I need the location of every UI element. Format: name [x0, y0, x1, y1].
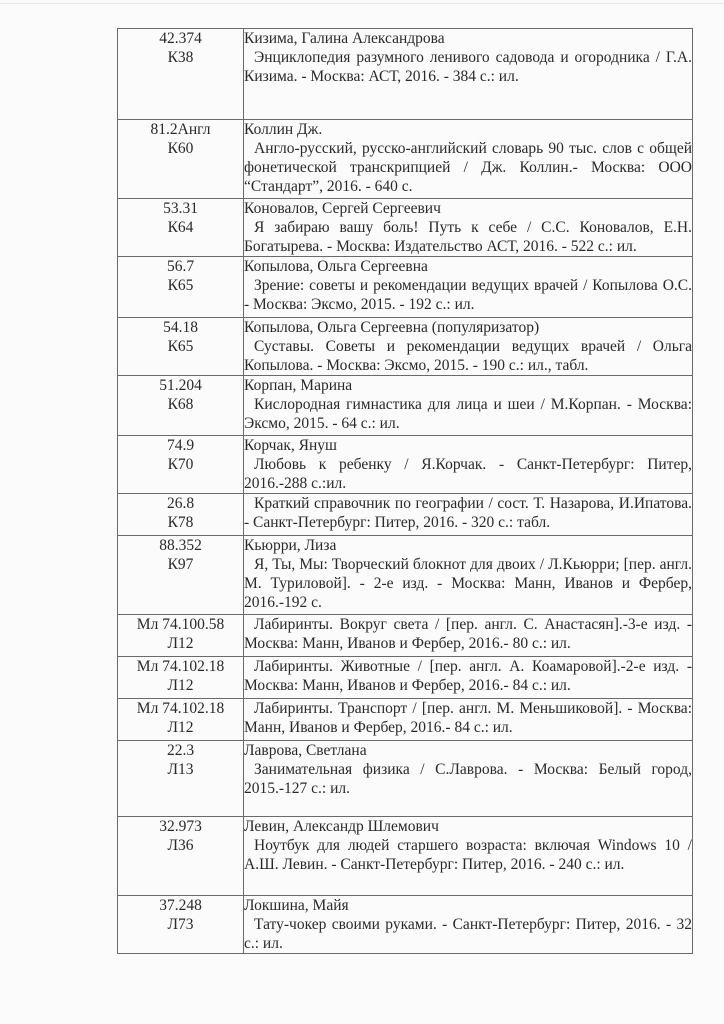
- classification-cell: [118, 120, 244, 199]
- class-index: 32.973: [159, 818, 202, 835]
- author-heading: Локшина, Майя: [244, 897, 349, 914]
- classification-cell: [118, 536, 244, 615]
- author-heading: Коллин Дж.: [244, 121, 323, 138]
- author-mark: К65: [167, 338, 194, 355]
- classification-cell: [118, 376, 244, 436]
- author-mark: К70: [167, 456, 194, 473]
- bibliographic-description: Ноутбук для людей старшего возраста: включая Windows 10 / А.Ш. Левин. - Санкт-Петербург: Питер, 2016. - 240 с.: ил.: [244, 837, 692, 873]
- catalog-entry-row: [118, 436, 693, 494]
- classification-cell: [118, 699, 244, 741]
- classification-cell: [118, 29, 244, 120]
- catalog-entry-row: [118, 896, 693, 954]
- class-index: 56.7: [166, 258, 195, 275]
- classification-cell: [118, 741, 244, 817]
- catalog-entry-row: [118, 376, 693, 436]
- class-index: Мл 74.102.18: [136, 658, 225, 675]
- author-heading: Корчак, Януш: [244, 437, 337, 454]
- class-index: 51.204: [159, 377, 202, 394]
- class-index: 37.248: [159, 897, 202, 914]
- catalog-entry-row: [118, 494, 693, 536]
- classification-cell: [118, 257, 244, 318]
- catalog-entry-row: [118, 120, 693, 199]
- author-mark: К78: [167, 514, 194, 531]
- author-mark: К64: [167, 219, 194, 236]
- bibliographic-description: Краткий справочник по географии / сост. Т. Назарова, И.Ипатова. - Санкт-Петербург: Питер, 2016. - 320 с.: табл.: [244, 495, 692, 531]
- description-cell: [244, 199, 693, 257]
- author-mark: К97: [167, 556, 194, 573]
- author-mark: Л73: [167, 916, 194, 933]
- description-cell: [244, 741, 693, 817]
- catalog-entry-row: [118, 536, 693, 615]
- classification-cell: [118, 494, 244, 536]
- bibliographic-description: Занимательная физика / С.Лаврова. - Москва: Белый город, 2015.-127 с.: ил.: [244, 761, 692, 797]
- author-heading: Коновалов, Сергей Сергеевич: [244, 200, 441, 217]
- author-mark: К65: [167, 277, 194, 294]
- author-heading: Левин, Александр Шлемович: [244, 818, 439, 835]
- bibliographic-description: Англо-русский, русско-английский словарь 90 тыс. слов с общей фонетической транскрипцией / Дж. Коллин.- Москва: ООО “Стандарт”, 2016. - 640 с.: [244, 140, 692, 195]
- author-heading: Корпан, Марина: [244, 377, 353, 394]
- author-heading: Копылова, Ольга Сергеевна: [244, 258, 428, 275]
- classification-cell: [118, 817, 244, 896]
- catalog-entry-row: [118, 615, 693, 657]
- class-index: 81.2Англ: [150, 121, 211, 138]
- author-mark: Л12: [167, 677, 194, 694]
- bibliographic-description: Лабиринты. Животные / [пер. англ. А. Коамаровой].-2-е изд. - Москва: Манн, Иванов и Фербер, 2016.- 84 с.: ил.: [244, 658, 692, 694]
- class-index: Мл 74.102.18: [136, 700, 225, 717]
- catalog-entry-row: [118, 741, 693, 817]
- bibliographic-description: Тату-чокер своими руками. - Санкт-Петербург: Питер, 2016. - 32 с.: ил.: [244, 916, 692, 952]
- catalog-entry-row: [118, 657, 693, 699]
- description-cell: [244, 494, 693, 536]
- classification-cell: [118, 615, 244, 657]
- description-cell: [244, 699, 693, 741]
- author-mark: Л12: [167, 635, 194, 652]
- description-cell: [244, 318, 693, 376]
- author-heading: Кизима, Галина Александрова: [244, 30, 445, 47]
- class-index: Мл 74.100.58: [136, 616, 225, 633]
- class-index: 42.374: [159, 30, 202, 47]
- class-index: 54.18: [163, 319, 198, 336]
- class-index: 22.3: [166, 742, 195, 759]
- author-mark: Л13: [167, 761, 194, 778]
- description-cell: [244, 376, 693, 436]
- catalog-table: [117, 28, 693, 954]
- author-heading: Кьюрри, Лиза: [244, 537, 337, 554]
- catalog-entry-row: [118, 199, 693, 257]
- bibliographic-description: Энциклопедия разумного ленивого садовода и огородника / Г.А. Кизима. - Москва: АСТ, 2016. - 384 с.: ил.: [244, 49, 692, 85]
- author-heading: Копылова, Ольга Сергеевна (популяризатор): [244, 319, 540, 336]
- author-mark: К68: [167, 396, 194, 413]
- bibliographic-description: Кислородная гимнастика для лица и шеи / М.Корпан. - Москва: Эксмо, 2015. - 64 с.: ил.: [244, 396, 692, 432]
- author-mark: К38: [167, 49, 194, 66]
- classification-cell: [118, 657, 244, 699]
- class-index: 26.8: [166, 495, 195, 512]
- author-mark: Л12: [167, 719, 194, 736]
- description-cell: [244, 257, 693, 318]
- description-cell: [244, 896, 693, 954]
- catalog-entry-row: [118, 699, 693, 741]
- classification-cell: [118, 896, 244, 954]
- bibliographic-description: Суставы. Советы и рекомендации ведущих врачей / Ольга Копылова. - Москва: Эксмо, 2015. - 190 с.: ил., табл.: [244, 338, 692, 374]
- catalog-entry-row: [118, 817, 693, 896]
- classification-cell: [118, 318, 244, 376]
- description-cell: [244, 615, 693, 657]
- bibliographic-description: Зрение: советы и рекомендации ведущих врачей / Копылова О.С. - Москва: Эксмо, 2015. - 192 с.: ил.: [244, 277, 692, 313]
- description-cell: [244, 657, 693, 699]
- classification-cell: [118, 436, 244, 494]
- catalog-entry-row: [118, 29, 693, 120]
- bibliographic-description: Лабиринты. Транспорт / [пер. англ. М. Меньшиковой]. - Москва: Манн, Иванов и Фербер, 2016.- 84 с.: ил.: [244, 700, 692, 736]
- description-cell: [244, 436, 693, 494]
- description-cell: [244, 817, 693, 896]
- class-index: 74.9: [166, 437, 195, 454]
- classification-cell: [118, 199, 244, 257]
- description-cell: [244, 536, 693, 615]
- description-cell: [244, 29, 693, 120]
- bibliographic-description: Я забираю вашу боль! Путь к себе / С.С. Коновалов, Е.Н. Богатырева. - Москва: Издательство АСТ, 2016. - 522 с.: ил.: [244, 219, 692, 255]
- bibliographic-description: Лабиринты. Вокруг света / [пер. англ. С. Анастасян].-3-е изд. - Москва: Манн, Иванов и Фербер, 2016.- 80 с.: ил.: [244, 616, 692, 652]
- scan-edge-line: [0, 3, 724, 4]
- class-index: 88.352: [159, 537, 202, 554]
- author-heading: Лаврова, Светлана: [244, 742, 367, 759]
- bibliographic-description: Любовь к ребенку / Я.Корчак. - Санкт-Петербург: Питер, 2016.-288 с.:ил.: [244, 456, 692, 492]
- author-mark: К60: [167, 140, 194, 157]
- description-cell: [244, 120, 693, 199]
- bibliographic-description: Я, Ты, Мы: Творческий блокнот для двоих / Л.Кьюрри; [пер. англ. М. Туриловой]. - 2-е изд. - Москва: Манн, Иванов и Фербер, 2016.-192 с.: [244, 556, 692, 611]
- class-index: 53.31: [163, 200, 198, 217]
- author-mark: Л36: [167, 837, 194, 854]
- catalog-entry-row: [118, 318, 693, 376]
- catalog-entry-row: [118, 257, 693, 318]
